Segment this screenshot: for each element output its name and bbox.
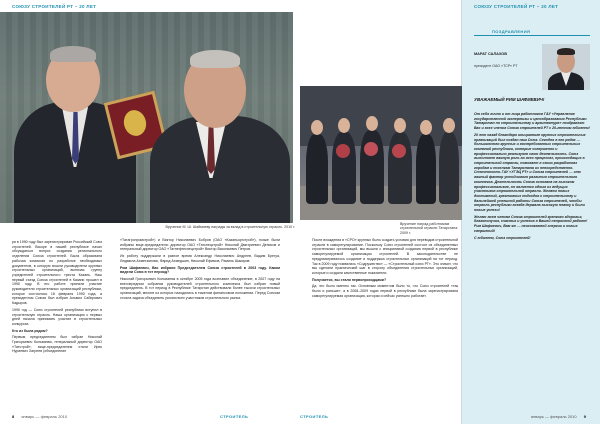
award-photo (0, 12, 293, 223)
text-column-3 (312, 238, 458, 408)
text-column-1 (12, 240, 102, 408)
paragraph: 20 лет назад благодаря инициативе крупных строительных организаций был создан наш Союз. Сегодня в его рядах — большинство крупных и востребованных строительных компаний республики, которые совершенно и профессионально реализуют свою деятельность. Союз выполняет важную роль во всех процессах, происходящих в строительной отрасли, помогает в своих разработках городам и поселкам Татарстана их непосредственно. Сплоченность ГАУ «УГЭЦ РТ» и Союза строителей — это важный фактор устойчивого развития строительного комплекса. Деятельность Союза основана на высоком профессионализме, он является одним из ведущих участников строительной отрасли. Желаем новых достижений, креативных подходов к строительству и дальнейшей успешной работы Союза строителей, чтобы отрасль республики всегда держала высокую планку и были новые успехи! (474, 132, 586, 213)
issue-date: январь — февраль 2010 (530, 414, 577, 419)
group-photo (300, 86, 462, 220)
paragraph: От себя лично и от лица работников ГАУ «Управление государственной экспертизы и ценообразования Республики Татарстан по строительству и архитектуре» поздравляю Вас и всех членов Союза строителей РТ с 20-летним юбилеем! (474, 112, 590, 131)
page-footer-right (531, 414, 586, 419)
section-divider (474, 35, 590, 36)
paragraph: Николай Григорьевич Кольванюк в октябре 2005 года возглавил объединение, в 2007 году на внеочередном собрании руководителей строительного комплекса был избран новый председатель. В тот период в Республике Татарстан действовали более тысячи строительных организаций, многие из которых находились в тяжелом финансовом положении. Перед Союзом стояла задача объединить усилия всех участников строительного рынка. (120, 276, 280, 300)
paragraph: Их работу поддержали в разное время Александр Николаевич Андреев, Вадим Брегуа, Людмила Ахметзянова, Фарид Ахмедшин, Николай Ефимов, Рамиль Шакиров. (120, 254, 280, 263)
page-number: 8 (12, 414, 15, 419)
paragraph: 1990 год — Союз строителей республики вступил в строительную отрасль. Наша организация с первых дней начала принимать участие в строительных конкурсах. (12, 307, 102, 326)
paragraph: Желаю всем членам Союза строителей крепкого здоровья, благополучия, счастья и успехов в Вашей непростой работе! Рим Шафиевич, Вам же — неиссякаемой энергии и новых свершений! (474, 214, 588, 233)
author-portrait (542, 44, 590, 90)
author-name: МАРАТ САЛАХОВ (474, 52, 508, 56)
question-heading: Рим Шафиевич, Вас избрали Председателем Союза строителей в 2003 году. Каким видели Союз в тот период? (120, 265, 280, 275)
issue-date: январь — февраль 2010 (21, 414, 68, 419)
author-role: президент ОАО «ТСР» РТ (474, 64, 518, 68)
paragraph: С юбилеем, Союз строителей! (474, 235, 531, 240)
footer-brand: СТРОИТЕЛЬ (300, 414, 329, 419)
paragraph: Первым председателем был избран Николай Григорьевич Кольванюк, генеральный директор ОАО «Татстрой», вице-председателем стали Ирек Нуриевич Загреев (объединение (12, 335, 102, 354)
running-head: СОЮЗУ СТРОИТЕЛЕЙ РТ – 20 ЛЕТ (12, 4, 97, 9)
question-heading: Получается, вы стали первопроходцами? (312, 277, 387, 282)
congratulation-letter (474, 112, 590, 402)
paragraph: ря в 1990 году был зарегистрирован Российский Союз строителей. Вскоре в нашей республике начал обсуждаться вопрос создания регионального отделения Союза строителей. Была образована рабочая комиссия по разработке необходимых документов, в которую вошли руководители крупных строительных организаций, включая группу учредителей строительного треста Казань. Наш первый съезд Союза строителей в Казани прошел в 1990 году. В его работе приняли участие руководители строительных организаций республики, которое состоялось 18 февраля 1990 года, а президентом Союза был избран Альмиз Сабирович Кадыров. (12, 240, 102, 306)
paragraph: «Татагропромстрой») и Виктор Николаевич Бобров (ОАО «Казаньоргстрой»), позже были избраны вице-председатели: директор ОАО «Татспецстрой» Николай Дмитриевич Денисов и генеральный директор ОАО «Татнефтеспецстрой» Виктор Васильевич Петров. (120, 238, 280, 252)
award-photo-caption: Вручение М. Ш. Шаймиеву награды за вклад в строительную отрасль. 2010 г. (165, 225, 295, 229)
right-page (462, 0, 600, 424)
footer-brand: СТРОИТЕЛЬ (220, 414, 249, 419)
section-tag: ПОЗДРАВЛЕНИЯ (492, 29, 531, 34)
running-head: СОЮЗУ СТРОИТЕЛЕЙ РТ – 20 ЛЕТ (474, 4, 559, 9)
text-column-2 (120, 238, 280, 408)
page-footer-left (12, 414, 67, 419)
letter-greeting: УВАЖАЕМЫЙ РИМ ШАФИЕВИЧ! (474, 97, 545, 102)
group-photo-caption: Вручение наград работникам строительной отрасли Татарстана. 2009 г. (400, 222, 459, 235)
question-heading: Кто из была рядом? (12, 328, 48, 333)
paragraph: Да, это было именно так. Основным моментом было то, что Союз строителей «так было и раньше», а в 2008–2009 годах первой в республике была зарегистрирована саморегулируемая организация, которая и сейчас успешно работает. (312, 284, 458, 298)
page-number: 9 (583, 414, 586, 419)
paragraph: После вхождения в «СРО» крупных было создать условия для переводов строительной отрасли в саморегулирование. Поскольку Союз строителей состоит из объединенных строительных организаций, мы вышли с инициативой создания первой в республике саморегулируемой организации строителей. В законодательстве не предусматривалось создание и поддержка строительных организаций на тот период. Так в 2009 году появились «Содружество» — «Строительный союз РТ». Это значит, что мы сделали практический шаг в сторону объединения строительных организаций, которые и создали качественные показатели. (312, 238, 458, 275)
